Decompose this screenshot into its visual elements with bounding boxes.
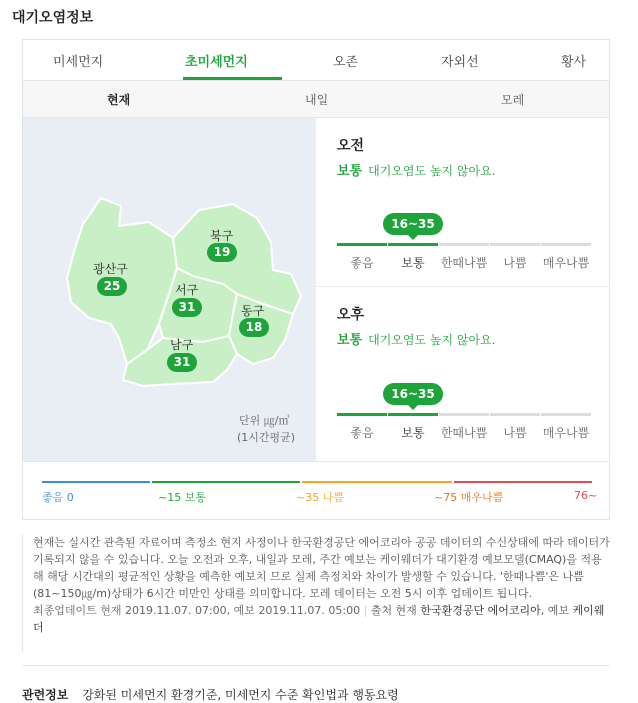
update-time: 최종업데이트 현재 2019.11.07. 07:00, 예보 2019.11.07. 05:00 (33, 604, 361, 617)
tab-tomorrow[interactable]: 내일 (305, 93, 329, 107)
unit-label: 단위 ㎍/㎥ (239, 414, 290, 427)
am-level-bar-occasional-bad (439, 243, 489, 246)
scale-bar-very-bad (454, 481, 592, 483)
scale-label-very-bad: ~75 매우나쁨 (434, 491, 504, 504)
am-level-bar-bad (490, 243, 540, 246)
tab-uv[interactable]: 자외선 (441, 55, 479, 70)
district-name-seo: 서구 (175, 283, 199, 297)
district-value-seo[interactable]: 31 (172, 298, 202, 317)
pm-level-label-good: 좋음 (350, 426, 374, 440)
related-info (22, 686, 399, 703)
average-label: (1시간평균) (237, 431, 296, 444)
scale-label-max: 76~ (574, 489, 598, 502)
district-value-gwangsan[interactable]: 25 (97, 277, 127, 296)
related-label: 관련정보 (22, 688, 69, 702)
forecast-divider (316, 286, 609, 287)
pm-status (337, 329, 496, 348)
scale-label-good: 좋음 0 (42, 491, 74, 504)
am-status (337, 160, 496, 179)
district-value-dong[interactable]: 18 (239, 318, 269, 337)
pm-level-bar-occasional-bad (439, 413, 489, 416)
scale-bar-bad (302, 481, 452, 483)
pm-message: 대기오염도 높지 않아요. (368, 333, 496, 347)
pm-level-bar-very-bad (541, 413, 591, 416)
district-name-dong: 동구 (241, 304, 265, 318)
pm-level-label-bad: 나쁨 (503, 426, 527, 440)
notice-box (22, 534, 610, 652)
pm-level-label-very-bad: 매우나쁨 (542, 426, 590, 440)
pollutant-tabs (23, 40, 609, 81)
am-message: 대기오염도 높지 않아요. (368, 164, 496, 178)
tab-day-after-tomorrow[interactable]: 모레 (501, 93, 525, 107)
scale-top-border (23, 461, 609, 462)
am-level-bar-good (337, 243, 387, 246)
related-link-separator: , (217, 688, 225, 702)
scale-bar-good (42, 481, 150, 483)
am-level: 보통 (337, 164, 363, 179)
district-name-nam: 남구 (170, 338, 194, 352)
district-value-buk[interactable]: 19 (207, 243, 237, 262)
source-forecast-prefix: , 예보 (540, 604, 569, 617)
am-level-label-good: 좋음 (350, 256, 374, 270)
am-level-bar-very-bad (541, 243, 591, 246)
page-title: 대기오염정보 (12, 10, 94, 26)
notice-meta (33, 602, 610, 636)
am-label: 오전 (337, 138, 365, 154)
related-link-standard[interactable]: 강화된 미세먼지 환경기준 (82, 688, 218, 702)
pm-level-bar-normal (388, 413, 438, 416)
scale-label-normal: ~15 보통 (158, 491, 206, 504)
gwangju-map-shape (23, 118, 316, 461)
day-tabs (23, 81, 609, 118)
district-map (23, 118, 316, 461)
notice-text: 현재는 실시간 관측된 자료이며 측정소 현지 사정이나 한국환경공단 에어코리아 공공 데이터의 수신상태에 따라 데이터가 기록되지 않을 수 있습니다. 오늘 오전과 오후, 내일과 모레, 주간 예보는 케이웨더가 대기환경 예보모델(CMAQ)을 적용해 해당 시간대의 평균적인 상황을 예측한 예보치 므로 실제 측정치와 차이가 발생할 수 있습니다. '한때나쁨'은 나쁨(81~150㎍/m)상태가 6시간 미만인 상태를 의미합니다. 모레 데이터는 오전 5시 이후 업데이트 됩니다. (33, 536, 610, 600)
active-tab-indicator (183, 77, 282, 80)
pm-range-pill: 16~35 (383, 383, 443, 405)
tab-yellow-dust[interactable]: 황사 (561, 55, 587, 70)
source-prefix: 출처 현재 (370, 604, 417, 617)
pm-level-label-occasional-bad: 한때나쁨 (440, 426, 488, 440)
tab-fine-dust[interactable]: 미세먼지 (53, 55, 104, 70)
pm-level-bar-good (337, 413, 387, 416)
am-level-label-occasional-bad: 한때나쁨 (440, 256, 488, 270)
district-name-gwangsan: 광산구 (93, 262, 128, 276)
meta-separator: | (363, 604, 368, 617)
section-divider (22, 665, 610, 666)
am-level-label-bad: 나쁨 (503, 256, 527, 270)
scale-label-bad: ~35 나쁨 (296, 491, 344, 504)
tab-ozone[interactable]: 오존 (333, 55, 359, 70)
district-name-buk: 북구 (210, 229, 234, 243)
am-range-pill: 16~35 (383, 213, 443, 235)
tab-ultrafine-dust[interactable]: 초미세먼지 (185, 55, 248, 70)
scale-bar-normal (152, 481, 300, 483)
pm-level: 보통 (337, 333, 363, 348)
pm-label: 오후 (337, 307, 365, 323)
source-airkorea-link[interactable]: 한국환경공단 에어코리아 (420, 604, 541, 617)
am-level-label-normal: 보통 (401, 256, 425, 270)
am-level-label-very-bad: 매우나쁨 (542, 256, 590, 270)
tab-now[interactable]: 현재 (107, 93, 131, 107)
forecast-panel (316, 118, 609, 461)
pm-level-bar-bad (490, 413, 540, 416)
pm-level-label-normal: 보통 (401, 426, 425, 440)
related-link-guide[interactable]: 미세먼지 수준 확인법과 행동요령 (225, 688, 399, 702)
district-value-nam[interactable]: 31 (167, 353, 197, 372)
source-kweather-link[interactable]: 케이웨더 (33, 604, 605, 634)
am-level-bar-normal (388, 243, 438, 246)
